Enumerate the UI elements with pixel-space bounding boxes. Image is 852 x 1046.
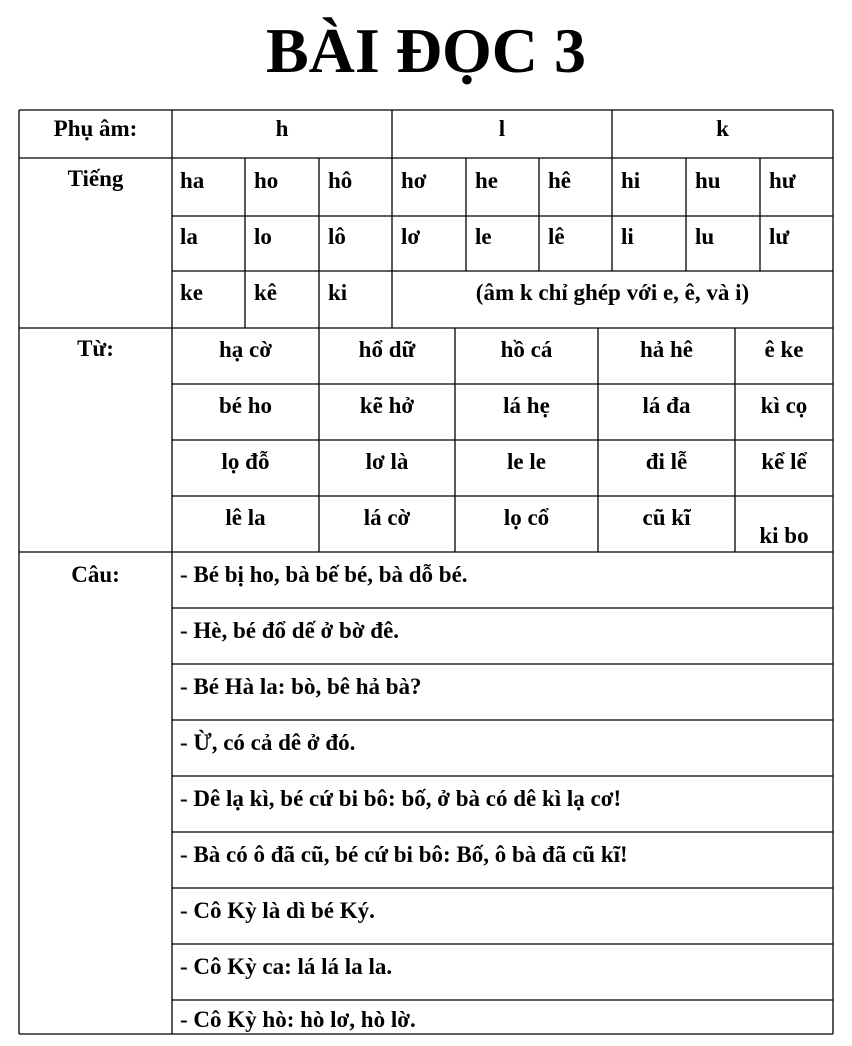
syllable-cell: ho bbox=[254, 168, 279, 193]
label-tieng: Tiếng bbox=[67, 166, 124, 191]
syllable-cell: kê bbox=[254, 280, 277, 305]
syllable-cell: hư bbox=[769, 168, 796, 193]
label-phu-am: Phụ âm: bbox=[53, 116, 138, 141]
sentence: - Bé Hà la: bò, bê hả bà? bbox=[180, 674, 422, 699]
sentence: - Dê lạ kì, bé cứ bi bô: bố, ở bà có dê kì lạ cơ! bbox=[180, 786, 622, 811]
syllable-cell: la bbox=[180, 224, 198, 249]
word-cell: lá cờ bbox=[363, 505, 411, 530]
word-cell: kẽ hở bbox=[359, 393, 415, 418]
page-title: BÀI ĐỌC 3 bbox=[265, 15, 587, 86]
syllable-cell: hi bbox=[621, 168, 641, 193]
label-tu: Từ: bbox=[77, 336, 114, 361]
syllable-cell: lê bbox=[548, 224, 565, 249]
word-cell: ki bo bbox=[759, 523, 809, 548]
syllable-cell: lo bbox=[254, 224, 272, 249]
consonant-l: l bbox=[498, 116, 506, 141]
word-cell: ê ke bbox=[764, 337, 804, 362]
word-cell: lọ đỗ bbox=[221, 449, 270, 474]
word-cell: cũ kĩ bbox=[642, 505, 691, 530]
syllable-cell: lu bbox=[695, 224, 715, 249]
word-cell: lá đa bbox=[642, 393, 691, 418]
syllable-cell: he bbox=[475, 168, 498, 193]
label-cau: Câu: bbox=[71, 562, 120, 587]
k-rule-note: (âm k chỉ ghép với e, ê, và i) bbox=[475, 280, 750, 305]
sentence: - Bà có ô đã cũ, bé cứ bi bô: Bố, ô bà đã cũ kĩ! bbox=[180, 842, 628, 867]
word-cell: hồ cá bbox=[500, 337, 553, 362]
syllable-cell: li bbox=[621, 224, 634, 249]
word-cell: lá hẹ bbox=[503, 393, 550, 418]
syllable-cell: ha bbox=[180, 168, 205, 193]
syllable-cell: hơ bbox=[401, 168, 427, 193]
word-cell: le le bbox=[507, 449, 546, 474]
sentence: - Ừ, có cả dê ở đó. bbox=[180, 730, 356, 755]
consonant-k: k bbox=[716, 116, 729, 141]
syllable-cell: hu bbox=[695, 168, 721, 193]
sentence: - Cô Kỳ hò: hò lơ, hò lờ. bbox=[180, 1007, 416, 1032]
word-cell: bé ho bbox=[218, 393, 273, 418]
syllable-cell: ki bbox=[328, 280, 348, 305]
word-cell: kì cọ bbox=[760, 393, 808, 418]
sentence: - Hè, bé đổ dế ở bờ đê. bbox=[180, 618, 400, 643]
word-cell: hạ cờ bbox=[219, 337, 272, 362]
syllable-cell: ke bbox=[180, 280, 203, 305]
word-cell: hả hê bbox=[639, 337, 694, 362]
syllable-cell: hô bbox=[328, 168, 353, 193]
word-cell: lọ cổ bbox=[503, 505, 550, 530]
syllable-cell: lư bbox=[769, 224, 790, 249]
sentence: - Cô Kỳ ca: lá lá la la. bbox=[180, 954, 393, 979]
word-cell: hổ dữ bbox=[358, 337, 416, 362]
word-cell: kể lể bbox=[761, 449, 807, 474]
syllable-cell: le bbox=[475, 224, 492, 249]
syllable-cell: lơ bbox=[401, 224, 421, 249]
word-cell: lê la bbox=[225, 505, 266, 530]
sentence: - Cô Kỳ là dì bé Ký. bbox=[180, 898, 375, 923]
word-cell: đi lễ bbox=[645, 449, 688, 474]
syllable-cell: lô bbox=[328, 224, 346, 249]
consonant-h: h bbox=[275, 116, 289, 141]
sentence: - Bé bị ho, bà bế bé, bà dỗ bé. bbox=[180, 562, 468, 587]
word-cell: lơ là bbox=[365, 449, 409, 474]
syllable-cell: hê bbox=[548, 168, 571, 193]
